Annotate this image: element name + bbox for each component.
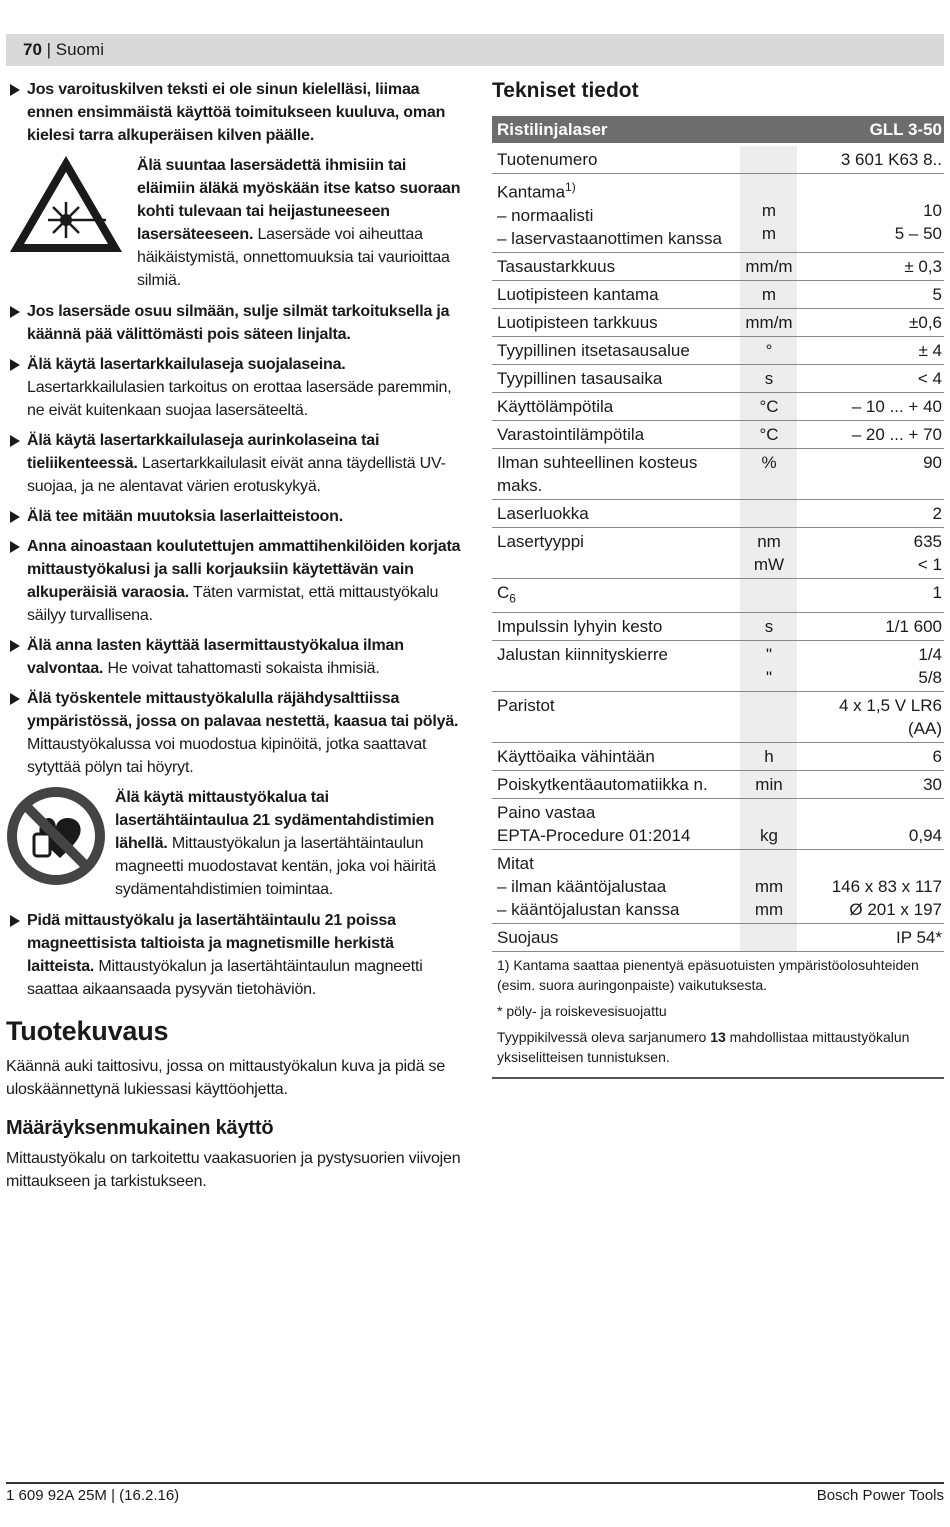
- right-column: [492, 78, 944, 1079]
- bullet-bold-text: Älä käytä lasertarkkailulaseja aurinkolaseina tai tieliikenteessä.: [27, 432, 380, 472]
- spec-value: 30: [797, 771, 944, 799]
- spec-unit: s: [740, 364, 797, 392]
- spec-label-text: Laserluokka: [497, 503, 589, 523]
- spec-sub-unit: m: [761, 201, 777, 220]
- spec-footnote: * pöly- ja roiskevesisuojattu: [497, 1003, 667, 1020]
- bullet-bold-text: Anna ainoastaan koulutettujen ammattihenkilöiden korjata mittaustyökalusi ja salli korjauksiin käytettävän vain alkuperäisiä varaosia.: [27, 538, 461, 601]
- page-header: 70 | Suomi: [6, 34, 944, 66]
- spec-label-text: Mitat: [497, 854, 534, 874]
- spec-unit: mm/m: [740, 252, 797, 280]
- spec-value: 2: [797, 499, 944, 527]
- bullet-bold-text: Älä anna lasten käyttää lasermittaustyökalua ilman valvontaa.: [27, 637, 404, 677]
- spec-row: [492, 578, 944, 612]
- bullet-text: Täten varmistat, että mittaustyökalu säilyy turvallisena.: [27, 584, 439, 624]
- safety-bullet: [6, 505, 462, 528]
- bullet-text: Lasertarkkailulasien tarkoitus on erottaa lasersäde paremmin, ne eivät kuitenkaan suojaa lasersäteeltä.: [27, 379, 452, 419]
- pacemaker-warning-block: [6, 786, 462, 901]
- spec-row: [492, 499, 944, 527]
- spec-label-text: Luotipisteen kantama: [497, 284, 659, 304]
- spec-value: IP 54*: [797, 924, 944, 952]
- spec-header-value: GLL 3-50: [797, 116, 944, 145]
- spec-unit: " ": [740, 641, 797, 692]
- spec-sub-unit: mm: [754, 877, 784, 897]
- spec-unit: m: [740, 280, 797, 308]
- spec-unit: nm mW: [740, 527, 797, 578]
- bullet-bold-text: Jos lasersäde osuu silmään, sulje silmät tarkoituksella ja käännä pää välittömästi pois säteen linjalta.: [27, 303, 450, 343]
- safety-bullet: [6, 429, 462, 498]
- spec-label: [492, 420, 740, 448]
- spec-value: 1/4 5/8: [797, 641, 944, 692]
- spec-sub-label: – kääntöjalustan kanssa: [497, 900, 680, 920]
- spec-label-text: Jalustan kiinnityskierre: [497, 645, 669, 665]
- spec-value: < 4: [797, 364, 944, 392]
- spec-footnote: 1) Kantama saattaa pienentyä epäsuotuisten ympäristöolosuhteiden (esim. suora auringonpaiste) vaikutuksesta.: [497, 957, 919, 994]
- laser-warning-bold: Älä suuntaa lasersädettä ihmisiin tai eläimiin äläkä myöskään itse katso suoraan kohti tulevaan tai heijastuneeseen lasersäteeseen.: [137, 157, 461, 243]
- spec-label: [492, 771, 740, 799]
- spec-row: [492, 336, 944, 364]
- spec-row: [492, 308, 944, 336]
- footer-doc-id: 1 609 92A 25M | (16.2.16): [6, 1487, 180, 1504]
- safety-bullet: [6, 634, 462, 680]
- bullet-text: Lasertarkkailulasit eivät anna täydellistä UV-suojaa, ja ne alentavat värien erotuskykyä.: [27, 455, 446, 495]
- spec-unit: min: [740, 771, 797, 799]
- spec-row: [492, 392, 944, 420]
- spec-label-text: C: [497, 582, 510, 602]
- spec-value: ± 4: [797, 336, 944, 364]
- spec-row: [492, 692, 944, 743]
- serial-note-number: 13: [710, 1029, 726, 1046]
- spec-label-text: Tyypillinen itsetasausalue: [497, 340, 690, 360]
- spec-label: [492, 364, 740, 392]
- spec-footnote-ref: 1): [565, 180, 576, 194]
- spec-label-text: Tyypillinen tasausaika: [497, 368, 663, 388]
- spec-label: [492, 448, 740, 499]
- spec-unit: [740, 850, 797, 924]
- spec-notes: [492, 952, 944, 1079]
- spec-row: [492, 252, 944, 280]
- spec-label-text: Tasaustarkkuus: [497, 256, 616, 276]
- spec-row: [492, 850, 944, 924]
- spec-row: [492, 448, 944, 499]
- spec-label: [492, 280, 740, 308]
- spec-value: 6: [797, 743, 944, 771]
- spec-value: 90: [797, 448, 944, 499]
- spec-label-text: Tuotenumero: [497, 150, 598, 169]
- spec-value: [797, 174, 944, 253]
- spec-label-text: Ilman suhteellinen kosteus maks.: [497, 452, 698, 495]
- spec-label: [492, 924, 740, 952]
- spec-sub-label: – ilman kääntöjalustaa: [497, 877, 667, 897]
- spec-unit: [740, 692, 797, 743]
- spec-label: [492, 392, 740, 420]
- spec-value: [797, 850, 944, 924]
- spec-label: [492, 174, 740, 253]
- spec-value: 635 < 1: [797, 527, 944, 578]
- spec-row: [492, 420, 944, 448]
- bullet-text: He voivat tahattomasti sokaista ihmisiä.: [103, 660, 380, 677]
- safety-bullet: [6, 78, 462, 147]
- page-number: 70: [23, 40, 42, 59]
- footer-divider: [6, 1482, 944, 1484]
- spec-label: [492, 308, 740, 336]
- spec-value: 3 601 K63 8..: [797, 145, 944, 174]
- spec-label: [492, 527, 740, 578]
- bullet-bold-text: Pidä mittaustyökalu ja lasertähtäintaulu 21 poissa magneettisista taltioista ja magnetismille herkistä laitteista.: [27, 912, 396, 975]
- safety-bullets-b: [6, 300, 462, 779]
- spec-sub-value: 10: [923, 201, 942, 220]
- spec-label: [492, 336, 740, 364]
- spec-row: [492, 527, 944, 578]
- spec-label-text: Käyttöaika vähintään: [497, 747, 655, 767]
- serial-note: Tyyppikilvessä oleva sarjanumero 13 mahdollistaa mittaustyökalun yksiselitteisen tunnistuksen.: [497, 1029, 910, 1066]
- spec-sub-unit: m: [761, 224, 777, 243]
- spec-label: [492, 145, 740, 174]
- spec-row: [492, 174, 944, 253]
- spec-label: [492, 499, 740, 527]
- subsection-title: Määräyksenmukainen käyttö: [6, 1117, 274, 1139]
- spec-sub-label: – laservastaanottimen kanssa: [497, 228, 722, 248]
- bullet-text: Mittaustyökalussa voi muodostua kipinöitä, jotka saattavat sytyttää pölyn tai höyryt.: [27, 736, 427, 776]
- spec-row: [492, 145, 944, 174]
- safety-bullets-c: [6, 909, 462, 1001]
- spec-row: [492, 613, 944, 641]
- spec-sub-value: 146 x 83 x 117: [831, 877, 942, 897]
- spec-table-header: [492, 116, 944, 145]
- laser-warning-icon: [6, 152, 126, 256]
- spec-unit: °C: [740, 420, 797, 448]
- subsection-text: Mittaustyökalu on tarkoitettu vaakasuorien ja pystysuorien viivojen mittaukseen ja tarkistukseen.: [6, 1150, 461, 1190]
- left-column: [6, 78, 462, 1193]
- spec-sub-unit: mm: [754, 900, 784, 920]
- safety-bullets-a: [6, 78, 462, 147]
- pacemaker-warning-text: Mittaustyökalun ja lasertähtäintaulun magneetti muodostavat kentän, joka voi häiritä sydämentahdistimien toimintaa.: [115, 835, 436, 898]
- spec-label-text: Poiskytkentäautomatiikka n.: [497, 775, 708, 795]
- spec-value: ± 0,3: [797, 252, 944, 280]
- page-language: Suomi: [55, 40, 104, 59]
- safety-bullet: [6, 687, 462, 779]
- spec-value: – 10 ... + 40: [797, 392, 944, 420]
- spec-unit: °: [740, 336, 797, 364]
- spec-unit: [740, 924, 797, 952]
- safety-bullet: [6, 353, 462, 422]
- spec-sub-label: – normaalisti: [497, 205, 594, 225]
- technical-data-title: Tekniset tiedot: [492, 79, 639, 102]
- spec-unit: [740, 145, 797, 174]
- spec-unit: %: [740, 448, 797, 499]
- spec-value: 1: [797, 578, 944, 612]
- bullet-bold-text: Jos varoituskilven teksti ei ole sinun kielelläsi, liimaa ennen ensimmäistä käyttöä toimitukseen kuuluva, oman kielesi tarra alkuperäisen kilven päälle.: [27, 81, 446, 144]
- spec-label-text: Kantama: [497, 182, 566, 202]
- laser-warning-block: [6, 154, 462, 292]
- spec-label-text: Suojaus: [497, 928, 559, 948]
- pacemaker-prohibition-icon: [6, 786, 106, 886]
- spec-label-text: Käyttölämpötila: [497, 396, 614, 416]
- spec-value: – 20 ... + 70: [797, 420, 944, 448]
- footer-brand: Bosch Power Tools: [816, 1487, 944, 1504]
- spec-label: [492, 799, 740, 850]
- spec-unit: [740, 499, 797, 527]
- spec-row: [492, 641, 944, 692]
- spec-unit: [740, 174, 797, 253]
- spec-label: [492, 578, 740, 612]
- bullet-bold-text: Älä työskentele mittaustyökalulla räjähdysalttiissa ympäristössä, jossa on palavaa nestettä, kaasua tai pölyä.: [27, 690, 459, 730]
- spec-label: [492, 692, 740, 743]
- spec-row: [492, 799, 944, 850]
- spec-label-text: Paristot: [497, 696, 555, 716]
- spec-unit: s: [740, 613, 797, 641]
- safety-bullet: [6, 909, 462, 1001]
- bullet-bold-text: Älä tee mitään muutoksia laserlaitteistoon.: [27, 508, 343, 525]
- bullet-bold-text: Älä käytä lasertarkkailulaseja suojalaseina.: [27, 356, 346, 373]
- spec-value: 0,94: [797, 799, 944, 850]
- spec-label-text: Lasertyyppi: [497, 531, 584, 551]
- spec-row: [492, 364, 944, 392]
- spec-row: [492, 743, 944, 771]
- spec-unit: mm/m: [740, 308, 797, 336]
- spec-label-text: Luotipisteen tarkkuus: [497, 312, 658, 332]
- spec-row: [492, 771, 944, 799]
- laser-warning-text: Lasersäde voi aiheuttaa häikäistymistä, onnettomuuksia tai vaurioittaa silmiä.: [137, 226, 450, 289]
- spec-unit: h: [740, 743, 797, 771]
- spec-value: 4 x 1,5 V LR6 (AA): [797, 692, 944, 743]
- spec-label: [492, 613, 740, 641]
- spec-unit: °C: [740, 392, 797, 420]
- spec-label-text: Paino vastaa EPTA-Procedure 01:2014: [497, 803, 691, 846]
- spec-unit: kg: [740, 799, 797, 850]
- safety-bullet: [6, 300, 462, 346]
- spec-row: [492, 924, 944, 952]
- section-title: Tuotekuvaus: [6, 1016, 169, 1046]
- spec-value: 1/1 600: [797, 613, 944, 641]
- spec-sub-value: Ø 201 x 197: [849, 900, 942, 920]
- spec-label-text: Impulssin lyhyin kesto: [497, 617, 663, 637]
- spec-label: [492, 641, 740, 692]
- spec-table: [492, 116, 944, 952]
- pacemaker-warning-bold: Älä käytä mittaustyökalua tai lasertähtäintaulua 21 sydämentahdistimien lähellä.: [115, 789, 435, 852]
- spec-label: [492, 850, 740, 924]
- safety-bullet: [6, 535, 462, 627]
- spec-label: [492, 743, 740, 771]
- spec-header-label: Ristilinjalaser: [492, 116, 797, 145]
- spec-label-text: Varastointilämpötila: [497, 424, 645, 444]
- spec-value: 5: [797, 280, 944, 308]
- spec-unit: [740, 578, 797, 612]
- bullet-text: Mittaustyökalun ja lasertähtäintaulun magneetti saattaa aikaansaada pysyvän tietohäviön.: [27, 958, 423, 998]
- spec-label: [492, 252, 740, 280]
- spec-value: ±0,6: [797, 308, 944, 336]
- section-text: Käännä auki taittosivu, jossa on mittaustyökalun kuva ja pidä se uloskäännettynä lukiessasi käyttöohjetta.: [6, 1058, 446, 1098]
- spec-subscript: 6: [509, 591, 516, 606]
- spec-sub-value: 5 – 50: [894, 224, 942, 243]
- spec-row: [492, 280, 944, 308]
